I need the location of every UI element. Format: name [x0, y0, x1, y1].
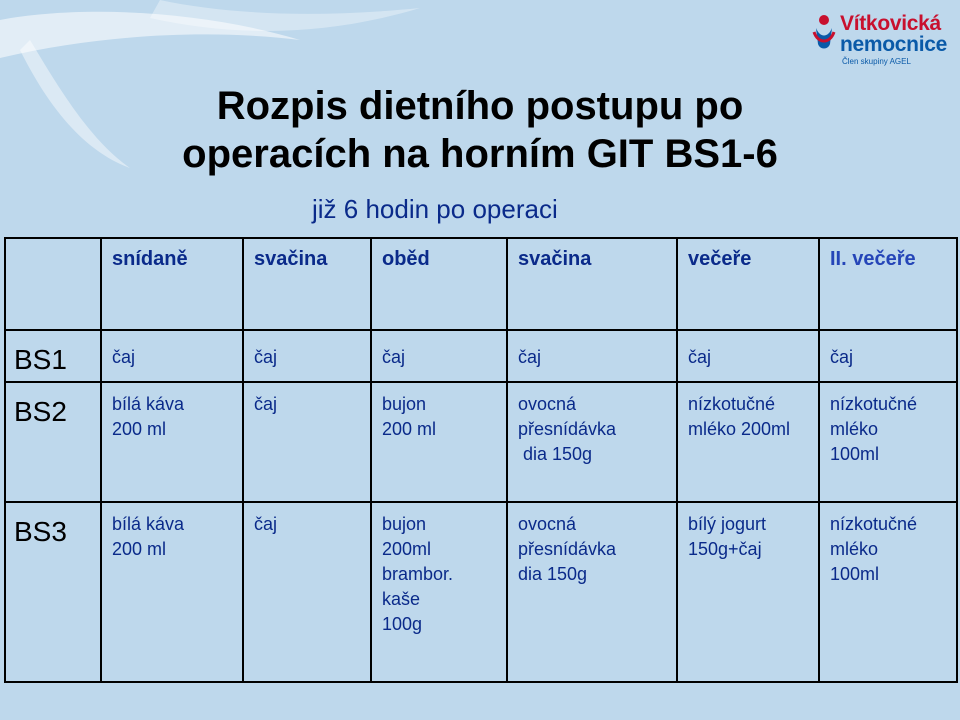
table-cell	[677, 382, 819, 502]
cell-line: mléko	[830, 539, 879, 559]
cell-line: bílá káva	[112, 514, 185, 534]
cell-line: ovocná	[518, 394, 577, 414]
table-cell	[677, 502, 819, 682]
cell-line: čaj	[254, 347, 278, 367]
table-cell	[371, 382, 507, 502]
cell-line: čaj	[254, 394, 278, 414]
cell-line: dia 150g	[518, 444, 593, 464]
hospital-logo	[812, 10, 952, 70]
cell-line: nízkotučné	[688, 394, 776, 414]
row-label: BS1	[5, 330, 101, 382]
cell-line: bujon	[382, 514, 427, 534]
cell-line: čaj	[382, 347, 406, 367]
table-cell	[371, 330, 507, 382]
cell-line: bujon	[382, 394, 427, 414]
table-corner-cell	[5, 238, 101, 330]
table-row	[5, 502, 957, 682]
cell-line: 200 ml	[112, 419, 167, 439]
table-cell	[243, 382, 371, 502]
cell-line: čaj	[688, 347, 712, 367]
column-header: svačina	[507, 238, 677, 330]
cell-line: přesnídávka	[518, 419, 617, 439]
table-cell	[101, 502, 243, 682]
table-cell	[677, 330, 819, 382]
page-subtitle: již 6 hodin po operaci	[312, 194, 558, 224]
cell-line: čaj	[830, 347, 854, 367]
cell-line: čaj	[112, 347, 136, 367]
cell-line: ovocná	[518, 514, 577, 534]
cell-line: nízkotučné	[830, 514, 918, 534]
column-header: večeře	[677, 238, 819, 330]
title-line-1: Rozpis dietního postupu po	[216, 84, 744, 128]
table-cell	[371, 502, 507, 682]
cell-line: čaj	[518, 347, 542, 367]
table-cell	[507, 382, 677, 502]
logo-tagline: Člen skupiny AGEL	[842, 57, 911, 66]
cell-line: mléko	[830, 419, 879, 439]
table-cell	[243, 330, 371, 382]
cell-line: mléko 200ml	[688, 419, 791, 439]
column-header: oběd	[371, 238, 507, 330]
logo-text-line2: nemocnice	[840, 33, 948, 56]
table-cell	[507, 330, 677, 382]
logo-figure-icon	[812, 14, 836, 54]
cell-line: dia 150g	[518, 564, 588, 584]
table-cell	[507, 502, 677, 682]
table-row	[5, 330, 957, 382]
cell-line: 100ml	[830, 564, 880, 584]
cell-line: 200ml	[382, 539, 432, 559]
table-cell	[819, 330, 957, 382]
row-label: BS2	[5, 382, 101, 502]
cell-line: 200 ml	[112, 539, 167, 559]
cell-line: přesnídávka	[518, 539, 617, 559]
table-cell	[819, 502, 957, 682]
diet-schedule-table	[4, 237, 958, 683]
table-header-row	[5, 238, 957, 330]
table-cell	[101, 382, 243, 502]
table-cell	[243, 502, 371, 682]
cell-line: nízkotučné	[830, 394, 918, 414]
cell-line: 100ml	[830, 444, 880, 464]
cell-line: brambor.	[382, 564, 454, 584]
cell-line: 200 ml	[382, 419, 437, 439]
logo-text-line1: Vítkovická	[840, 12, 941, 35]
cell-line: kaše	[382, 589, 421, 609]
cell-line: čaj	[254, 514, 278, 534]
table-row	[5, 382, 957, 502]
page-title	[0, 82, 960, 178]
row-label: BS3	[5, 502, 101, 682]
column-header: II. večeře	[819, 238, 957, 330]
cell-line: 150g+čaj	[688, 539, 762, 559]
column-header: snídaně	[101, 238, 243, 330]
cell-line: bílá káva	[112, 394, 185, 414]
column-header: svačina	[243, 238, 371, 330]
title-line-2: operacích na horním GIT BS1-6	[182, 132, 778, 176]
table-cell	[101, 330, 243, 382]
table-cell	[819, 382, 957, 502]
cell-line: bílý jogurt	[688, 514, 767, 534]
cell-line: 100g	[382, 614, 423, 634]
